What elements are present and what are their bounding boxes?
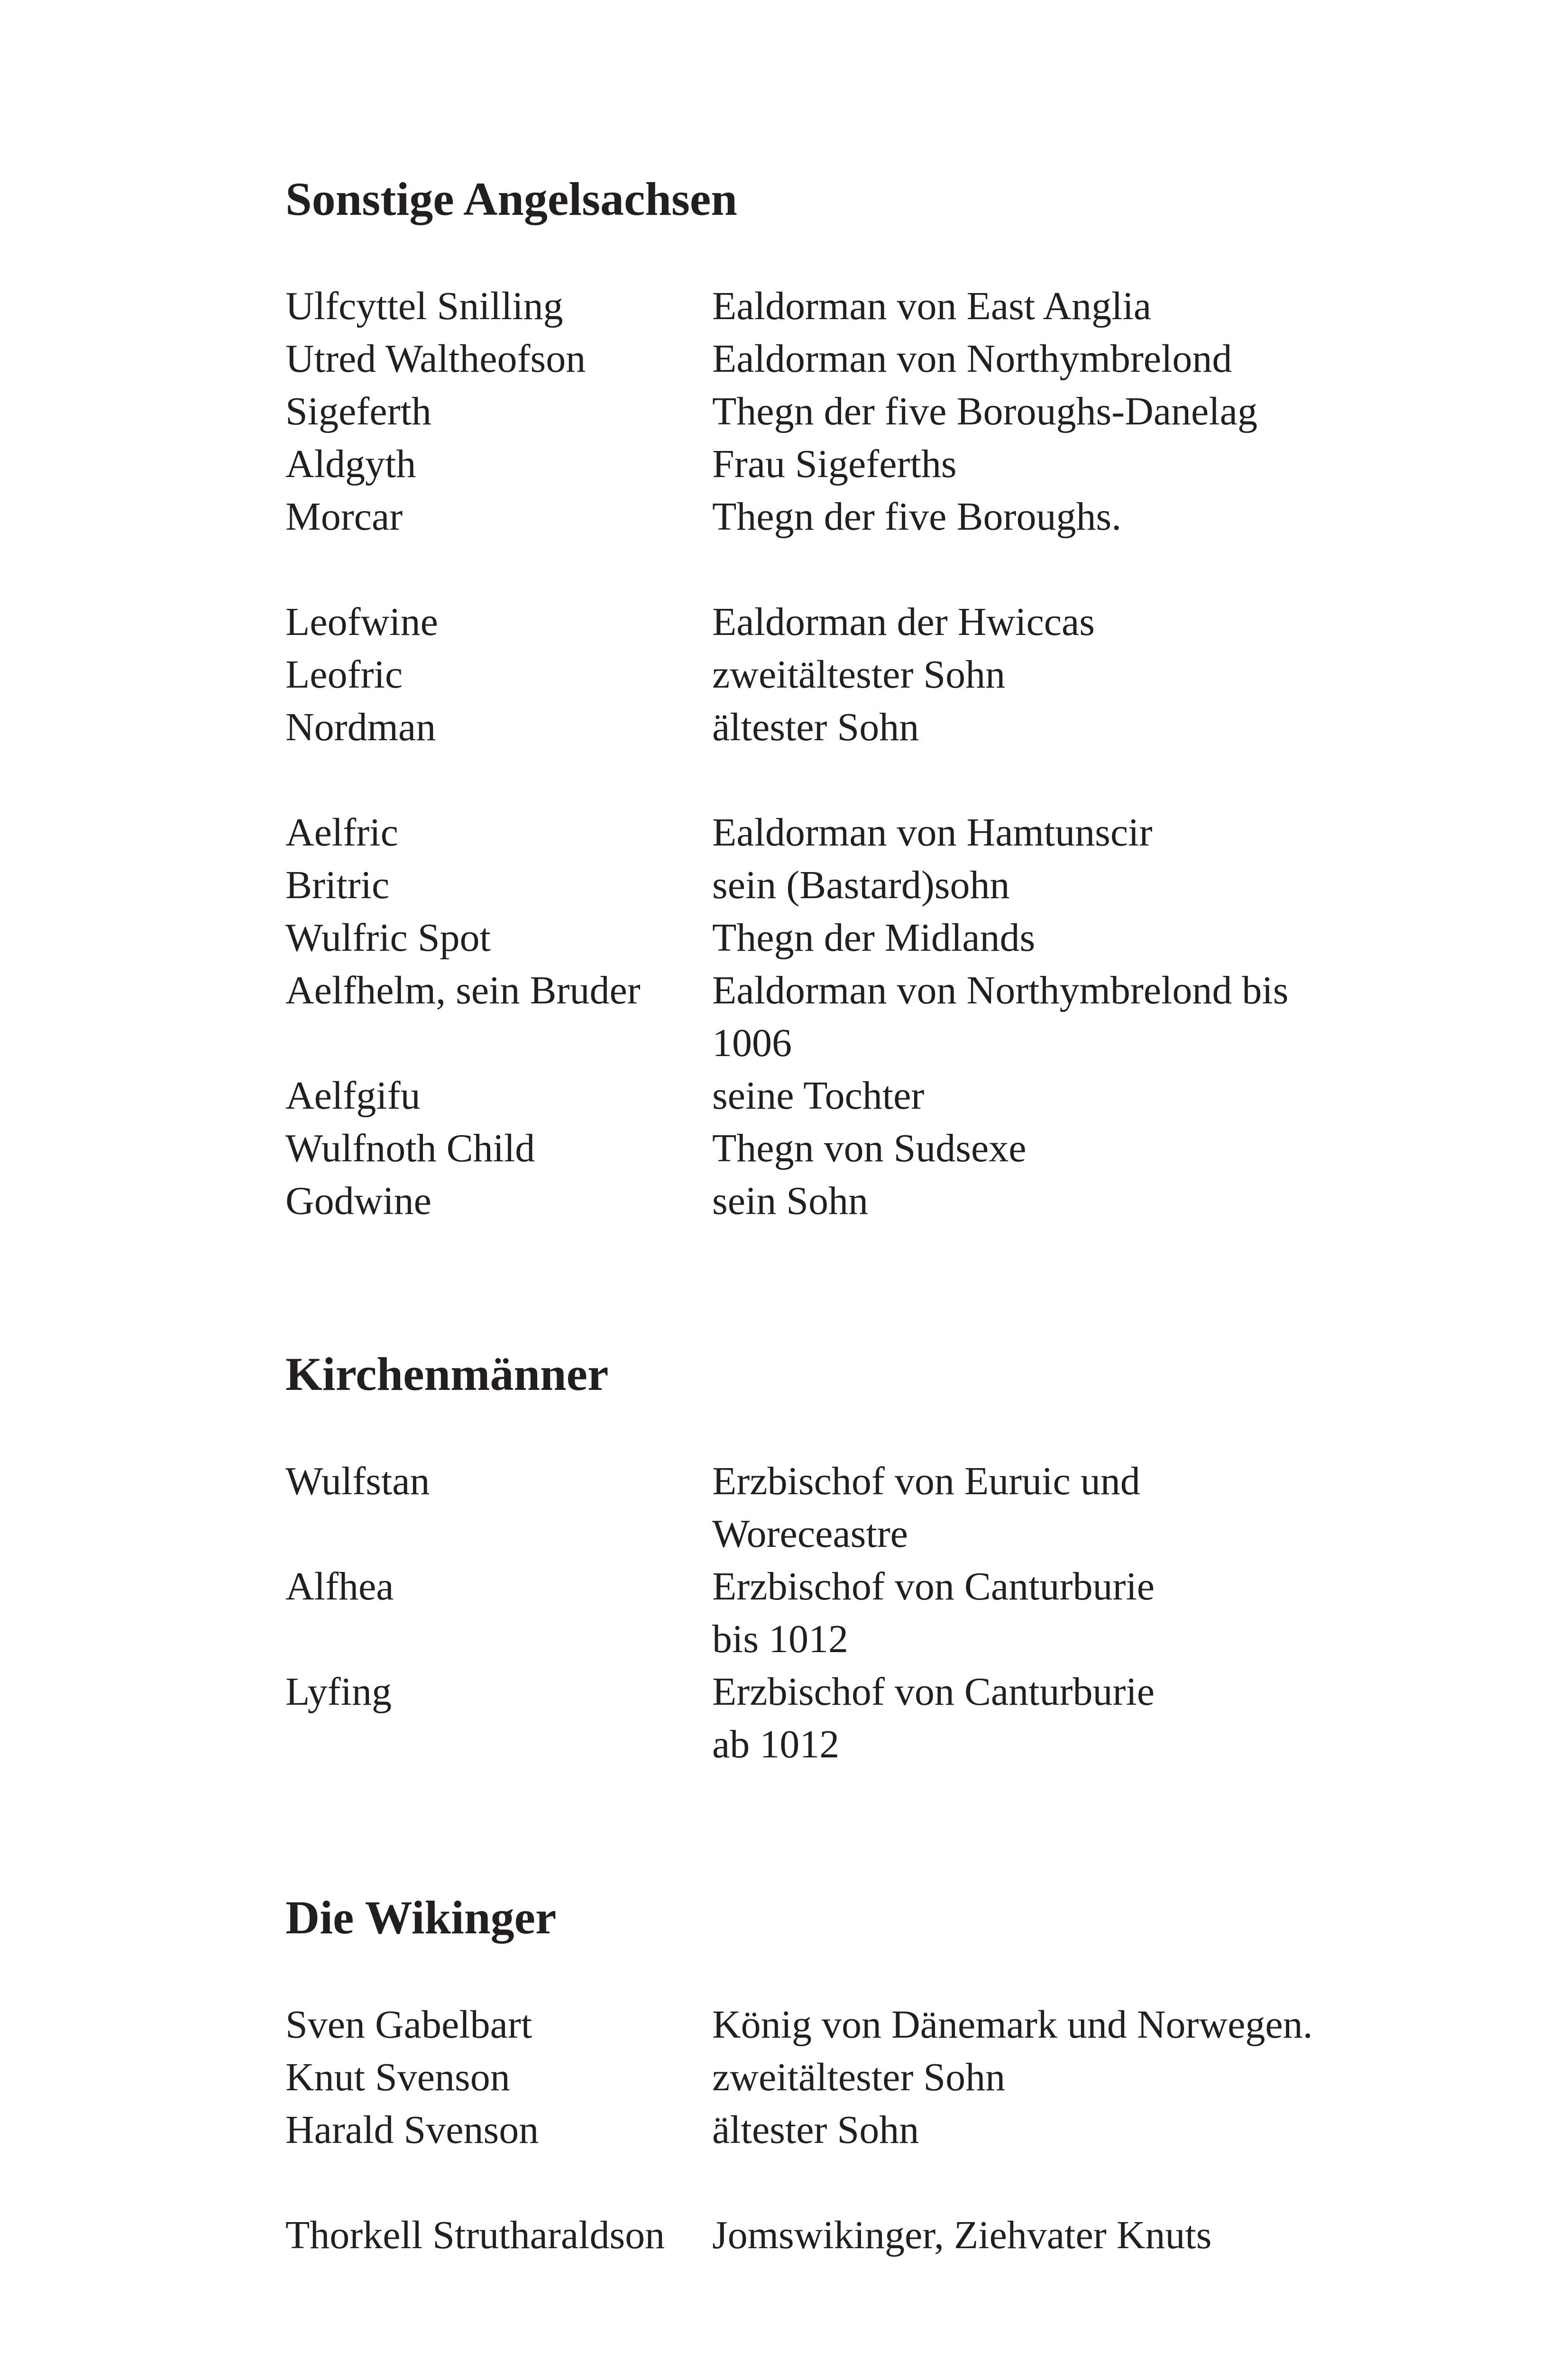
character-group <box>285 280 1376 543</box>
character-name: Wulfnoth Child <box>285 1126 535 1170</box>
character-row <box>285 648 1376 701</box>
role-line: sein Sohn <box>712 1179 869 1223</box>
character-name: Ulfcyttel Snilling <box>285 284 563 328</box>
character-role <box>712 1175 868 1227</box>
character-name: Aldgyth <box>285 442 416 486</box>
character-name: Britric <box>285 863 390 907</box>
character-row <box>285 385 1376 438</box>
role-line: ab 1012 <box>712 1722 840 1766</box>
character-name: Alfhea <box>285 1564 394 1608</box>
role-line: zweitältester Sohn <box>712 2055 1006 2099</box>
character-name: Harald Svenson <box>285 2108 539 2152</box>
role-line: Frau Sigeferths <box>712 442 957 486</box>
character-role <box>712 1069 924 1122</box>
role-line: Thegn der Midlands <box>712 916 1036 960</box>
character-row <box>285 2104 1376 2156</box>
character-name: Knut Svenson <box>285 2055 510 2099</box>
character-row <box>285 1998 1376 2051</box>
role-line: Woreceastre <box>712 1512 908 1556</box>
character-name: Godwine <box>285 1179 431 1223</box>
section-heading: Die Wikinger <box>285 1891 557 1944</box>
role-line: sein (Bastard)sohn <box>712 863 1010 907</box>
character-row <box>285 1069 1376 1122</box>
character-role <box>712 596 1095 648</box>
character-role <box>712 2051 1005 2104</box>
role-line: zweitältester Sohn <box>712 652 1006 697</box>
character-role <box>712 1665 1155 1771</box>
role-line: ältester Sohn <box>712 705 919 749</box>
character-row <box>285 332 1376 385</box>
character-name: Sven Gabelbart <box>285 2003 532 2047</box>
role-line: 1006 <box>712 1021 792 1065</box>
character-role <box>712 2104 919 2156</box>
role-line: ältester Sohn <box>712 2108 919 2152</box>
character-name: Lyfing <box>285 1670 392 1714</box>
role-line: bis 1012 <box>712 1617 849 1661</box>
role-line: Thegn der five Boroughs-Danelag <box>712 389 1257 433</box>
character-row <box>285 2209 1376 2261</box>
role-line: Ealdorman von Hamtunscir <box>712 810 1153 855</box>
character-role <box>712 806 1152 859</box>
character-group <box>285 1998 1376 2156</box>
character-group <box>285 596 1376 754</box>
character-name: Leofric <box>285 652 403 697</box>
role-line: Jomswikinger, Ziehvater Knuts <box>712 2213 1212 2257</box>
character-name: Leofwine <box>285 600 438 644</box>
character-role <box>712 701 919 754</box>
character-role <box>712 859 1010 911</box>
character-role <box>712 2209 1211 2261</box>
character-group <box>285 2209 1376 2261</box>
role-line: Ealdorman von Northymbrelond bis <box>712 968 1289 1012</box>
role-line: Thegn von Sudsexe <box>712 1126 1027 1170</box>
page-content <box>285 171 1376 2261</box>
character-group <box>285 806 1376 1227</box>
character-row <box>285 1122 1376 1175</box>
character-name: Aelfgifu <box>285 1074 421 1118</box>
section-kirchenmaenner <box>285 1346 1376 1771</box>
character-name: Sigeferth <box>285 389 431 433</box>
section-sonstige-angelsachsen <box>285 171 1376 1227</box>
character-role <box>712 911 1035 964</box>
character-role <box>712 648 1005 701</box>
role-line: König von Dänemark und Norwegen. <box>712 2003 1313 2047</box>
character-row <box>285 859 1376 911</box>
character-role <box>712 1122 1027 1175</box>
character-role <box>712 964 1288 1069</box>
character-name: Aelfric <box>285 810 398 855</box>
character-row <box>285 2051 1376 2104</box>
character-role <box>712 332 1232 385</box>
character-row <box>285 806 1376 859</box>
character-role <box>712 438 957 490</box>
character-name: Aelfhelm, sein Bruder <box>285 968 641 1012</box>
role-line: Erzbischof von Canturburie <box>712 1670 1155 1714</box>
character-role <box>712 1455 1140 1560</box>
role-line: Thegn der five Boroughs. <box>712 495 1122 539</box>
section-heading: Sonstige Angelsachsen <box>285 173 737 225</box>
role-line: Ealdorman der Hwiccas <box>712 600 1095 644</box>
character-row <box>285 1175 1376 1227</box>
role-line: Erzbischof von Canturburie <box>712 1564 1155 1608</box>
character-role <box>712 385 1257 438</box>
character-name: Nordman <box>285 705 436 749</box>
character-row <box>285 911 1376 964</box>
role-line: seine Tochter <box>712 1074 925 1118</box>
character-role <box>712 1998 1313 2051</box>
role-line: Ealdorman von Northymbrelond <box>712 337 1232 381</box>
character-name: Morcar <box>285 495 403 539</box>
character-role <box>712 490 1121 543</box>
section-heading: Kirchenmänner <box>285 1348 609 1400</box>
character-name: Utred Waltheofson <box>285 337 586 381</box>
character-name: Wulfstan <box>285 1459 430 1503</box>
character-role <box>712 280 1151 332</box>
character-row <box>285 1560 1376 1665</box>
character-name: Wulfric Spot <box>285 916 491 960</box>
character-row <box>285 964 1376 1069</box>
character-row <box>285 596 1376 648</box>
character-row <box>285 490 1376 543</box>
character-row <box>285 280 1376 332</box>
character-row <box>285 1665 1376 1771</box>
role-line: Ealdorman von East Anglia <box>712 284 1152 328</box>
role-line: Erzbischof von Euruic und <box>712 1459 1140 1503</box>
section-die-wikinger <box>285 1889 1376 2261</box>
character-row <box>285 438 1376 490</box>
character-row <box>285 1455 1376 1560</box>
character-row <box>285 701 1376 754</box>
character-name: Thorkell Strutharaldson <box>285 2213 665 2257</box>
character-group <box>285 1455 1376 1771</box>
character-role <box>712 1560 1155 1665</box>
